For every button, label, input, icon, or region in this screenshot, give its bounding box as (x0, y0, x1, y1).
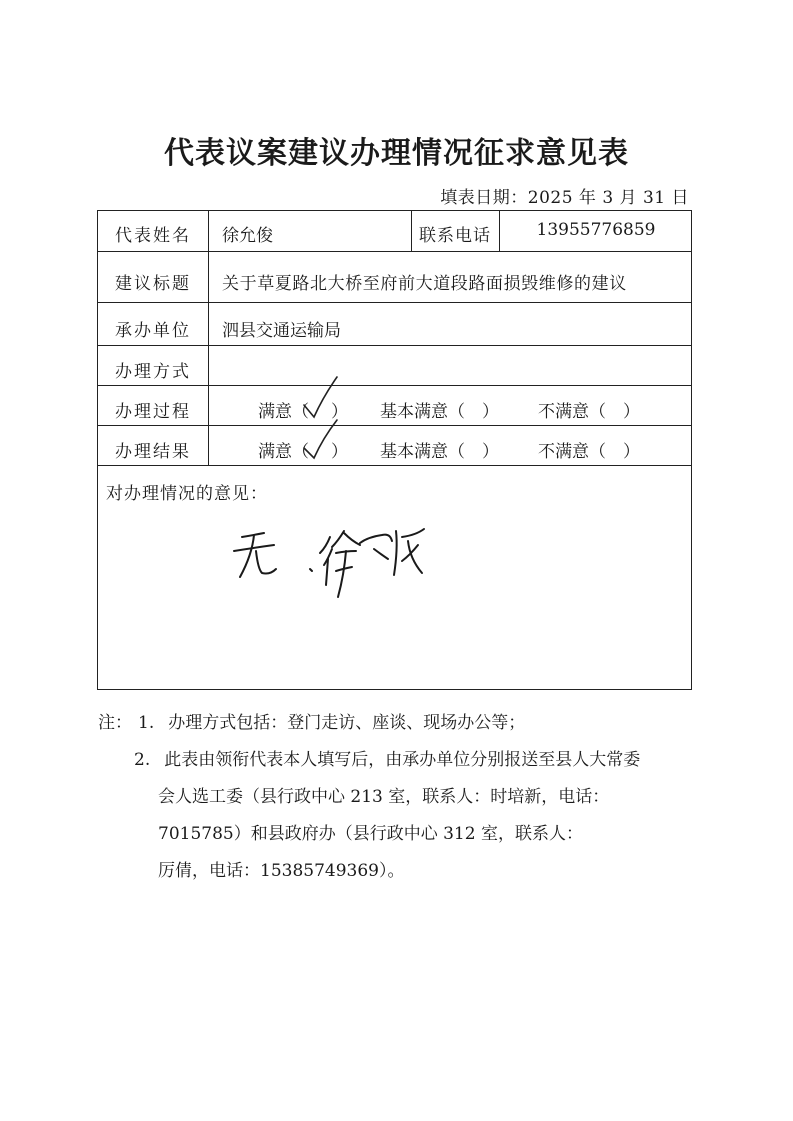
notes-prefix: 注： (98, 713, 132, 733)
note-text-line: 7015785）和县政府办（县行政中心 312 室，联系人： (158, 824, 583, 844)
column-divider (208, 211, 209, 465)
name-label: 代表姓名 (115, 226, 191, 246)
note-number: 2. (134, 750, 151, 770)
result-checkmark-icon (301, 418, 341, 462)
note-item (98, 705, 640, 742)
fill-date: 填表日期：2025 年 3 月 31 日 (440, 188, 689, 208)
note-item (98, 742, 640, 779)
note-text-line: 会人选工委（县行政中心 213 室，联系人：时培新，电话： (158, 787, 610, 807)
satisfied-text: 满意（ (258, 442, 309, 462)
process-label: 办理过程 (115, 402, 191, 422)
row-divider (98, 251, 691, 252)
feedback-form-table (97, 210, 692, 690)
satisfied-text: 满意（ (258, 402, 309, 422)
row-divider (98, 425, 691, 426)
opinion-label: 对办理情况的意见： (106, 484, 268, 504)
row-divider (98, 302, 691, 303)
result-not-option: 不满意（ ） (538, 442, 640, 462)
process-checkmark-icon (301, 375, 341, 421)
page-title: 代表议案建议办理情况征求意见表 (164, 136, 629, 171)
phone-label: 联系电话 (419, 226, 491, 246)
row-divider (98, 345, 691, 346)
process-not-option: 不满意（ ） (538, 402, 640, 422)
method-label: 办理方式 (115, 362, 191, 382)
satisfied-close: ） (331, 402, 348, 422)
result-label: 办理结果 (115, 442, 191, 462)
notes-section (98, 705, 640, 890)
process-basic-option: 基本满意（ ） (380, 402, 499, 422)
unit-label: 承办单位 (115, 321, 191, 341)
row-divider (98, 465, 691, 466)
note-text: 办理方式包括：登门走访、座谈、现场办公等； (168, 713, 526, 733)
satisfied-close: ） (331, 442, 348, 462)
handwritten-signature (232, 515, 442, 605)
phone-value: 13955776859 (536, 220, 656, 240)
subject-value: 关于草夏路北大桥至府前大道段路面损毁维修的建议 (222, 274, 627, 294)
name-value: 徐允俊 (222, 226, 273, 246)
unit-value: 泗县交通运输局 (222, 321, 341, 341)
note-number: 1. (138, 713, 155, 733)
note-text: 此表由领衔代表本人填写后，由承办单位分别报送至县人大常委 (164, 750, 641, 770)
row-divider (98, 385, 691, 386)
subject-label: 建议标题 (115, 274, 191, 294)
result-basic-option: 基本满意（ ） (380, 442, 499, 462)
note-text-line: 厉倩，电话：15385749369）。 (158, 861, 405, 881)
